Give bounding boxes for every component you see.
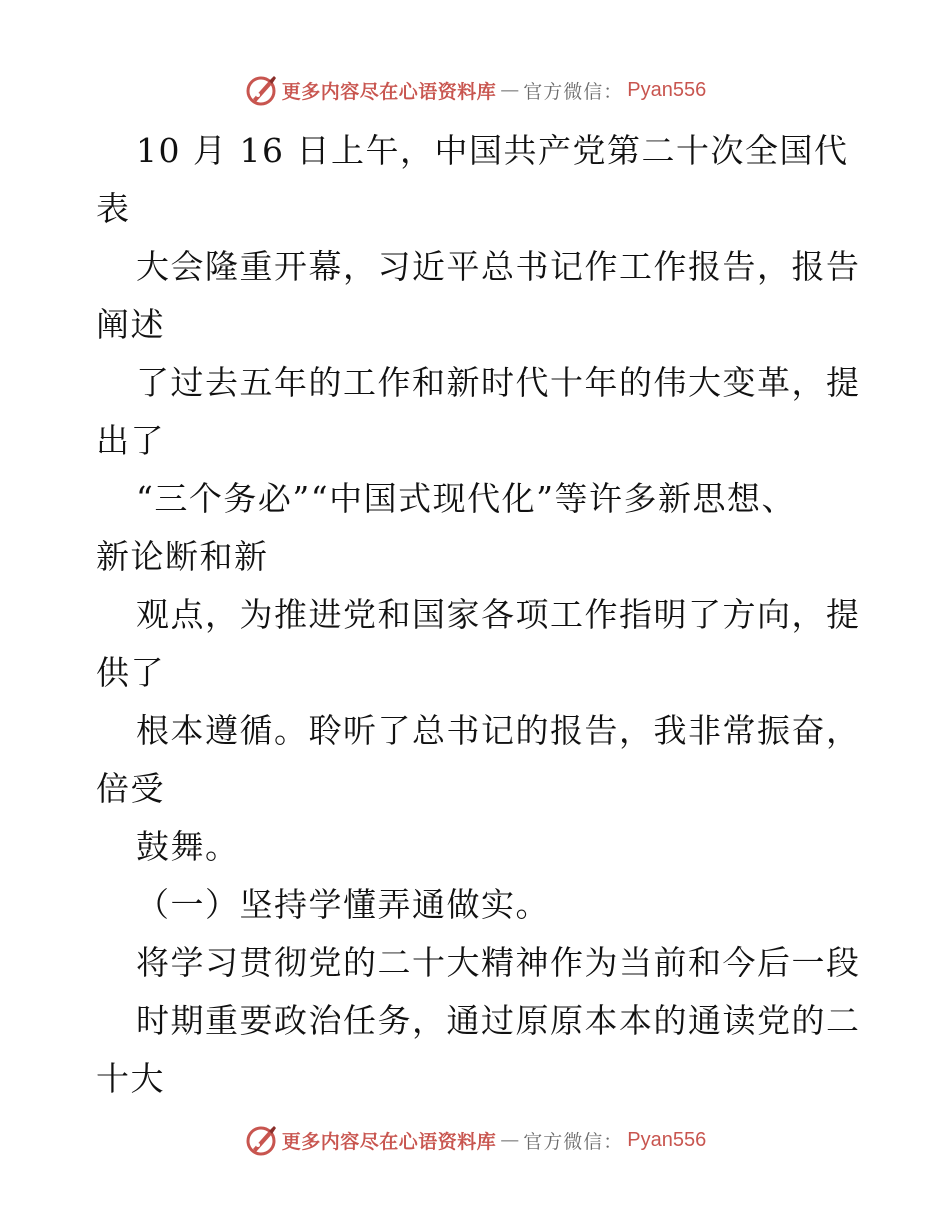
header-banner-wechat-id: Pyan556 [627, 78, 707, 101]
text-line: 十大 [96, 1059, 165, 1098]
text-line: 鼓舞。 [136, 827, 240, 866]
pen-nib-logo-icon [244, 1123, 278, 1157]
header-banner-label: 官方微信： [523, 80, 624, 103]
pen-nib-logo-icon [244, 73, 278, 107]
header-banner-text: 更多内容尽在心语资料库 [281, 80, 497, 103]
text-line: 大会隆重开幕，习近平总书记作工作报告，报告 [136, 247, 861, 286]
text-line: （一）坚持学懂弄通做实。 [136, 885, 550, 924]
text-line: 了过去五年的工作和新时代十年的伟大变革，提 [136, 363, 861, 402]
text-line: 新论断和新 [96, 537, 269, 576]
footer-banner-separator: — [500, 1129, 520, 1151]
document-body [96, 122, 876, 1108]
text-line: 阐述 [96, 305, 165, 344]
text-line: 表 [96, 189, 131, 228]
text-line: 将学习贯彻党的二十大精神作为当前和今后一段 [136, 943, 861, 982]
text-line: 供了 [96, 653, 165, 692]
header-watermark [0, 70, 950, 110]
text-line: 10 月 16 日上午，中国共产党第二十次全国代 [136, 131, 849, 170]
footer-banner-wechat-id: Pyan556 [627, 1128, 707, 1151]
text-line: 观点，为推进党和国家各项工作指明了方向，提 [136, 595, 861, 634]
text-line: 时期重要政治任务，通过原原本本的通读党的二 [136, 1001, 861, 1040]
footer-banner-label: 官方微信： [523, 1130, 624, 1153]
footer-banner-text: 更多内容尽在心语资料库 [281, 1130, 497, 1153]
footer-watermark [0, 1120, 950, 1160]
text-line: 倍受 [96, 769, 165, 808]
text-line: 出了 [96, 421, 165, 460]
text-line: “三个务必”“中国式现代化”等许多新思想、 [136, 479, 796, 518]
text-line: 根本遵循。聆听了总书记的报告，我非常振奋， [136, 711, 861, 750]
header-banner-separator: — [500, 79, 520, 101]
